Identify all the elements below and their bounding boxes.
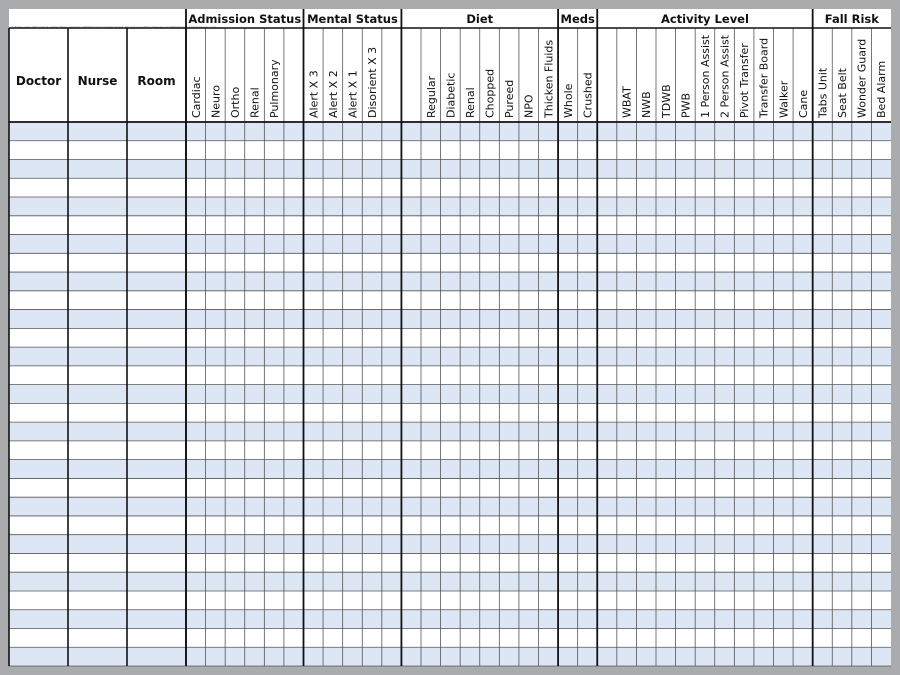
alert-x-3-column-header: Alert X 3: [307, 70, 321, 118]
pureed-column-header: Pureed: [503, 79, 517, 118]
chopped-column-header: Chopped: [483, 68, 497, 118]
room-column-header: Room: [137, 74, 176, 88]
transfer-board-column-header: Transfer Board: [757, 37, 771, 118]
walker-column-header: Walker: [777, 80, 791, 118]
meds-group-header: Meds: [560, 12, 595, 26]
admission-status-group-header: Admission Status: [188, 12, 302, 26]
npo-column-header: NPO: [522, 94, 536, 118]
row-band: [9, 347, 891, 366]
pivot-transfer-column-header: Pivot Transfer: [738, 43, 752, 118]
1-person-assist-column-header: 1 Person Assist: [699, 34, 712, 118]
alert-x-1-column-header: Alert X 1: [346, 70, 360, 118]
thicken-fluids-column-header: Thicken Fluids: [542, 39, 556, 118]
row-band: [9, 647, 891, 666]
renal-column-header: Renal: [248, 87, 262, 118]
row-band: [9, 610, 891, 629]
row-band: [9, 310, 891, 329]
patient-grid: [9, 9, 891, 666]
row-band: [9, 535, 891, 554]
row-band: [9, 197, 891, 216]
bed-alarm-column-header: Bed Alarm: [875, 60, 889, 118]
diet-group-header: Diet: [466, 12, 494, 26]
seat-belt-column-header: Seat Belt: [836, 68, 849, 118]
2-person-assist-column-header: 2 Person Assist: [718, 34, 732, 118]
row-band: [9, 572, 891, 591]
pulmonary-column-header: Pulmonary: [268, 59, 282, 118]
activity-level-group-header: Activity Level: [660, 12, 749, 26]
nwb-column-header: NWB: [640, 91, 654, 118]
whiteboard: [9, 9, 891, 666]
row-band: [9, 422, 891, 441]
row-band: [9, 497, 891, 516]
row-band: [9, 460, 891, 479]
row-band: [9, 160, 891, 179]
care-instructions-note: * Erase only with soap & water. Easy cleaning. Whiteboard / marker board. Do not use other cleaners on Whiteboard. * Visit shown.com: [12, 25, 216, 29]
nurse-column-header: Nurse: [77, 74, 118, 88]
crushed-column-header: Crushed: [581, 72, 595, 118]
tdwb-column-header: TDWB: [659, 84, 673, 118]
row-band: [9, 272, 891, 291]
row-band: [9, 385, 891, 404]
disorient-x-3-column-header: Disorient X 3: [366, 46, 379, 118]
diabetic-column-header: Diabetic: [444, 72, 458, 118]
pwb-column-header: PWB: [679, 92, 693, 118]
fall-risk-group-header: Fall Risk: [824, 12, 879, 26]
renal-column-header: Renal: [464, 87, 477, 118]
neuro-column-header: Neuro: [209, 85, 223, 118]
row-band: [9, 122, 891, 141]
ortho-column-header: Ortho: [229, 86, 242, 118]
wonder-guard-column-header: Wonder Guard: [855, 38, 869, 118]
cardiac-column-header: Cardiac: [189, 76, 203, 118]
mental-status-group-header: Mental Status: [307, 12, 398, 26]
wbat-column-header: WBAT: [620, 86, 634, 118]
whole-column-header: Whole: [561, 83, 575, 118]
row-band: [9, 235, 891, 254]
cane-column-header: Cane: [796, 89, 810, 118]
regular-column-header: Regular: [424, 75, 438, 118]
tabs-unit-column-header: Tabs Unit: [816, 67, 830, 118]
doctor-column-header: Doctor: [15, 74, 62, 88]
alert-x-2-column-header: Alert X 2: [326, 70, 340, 118]
